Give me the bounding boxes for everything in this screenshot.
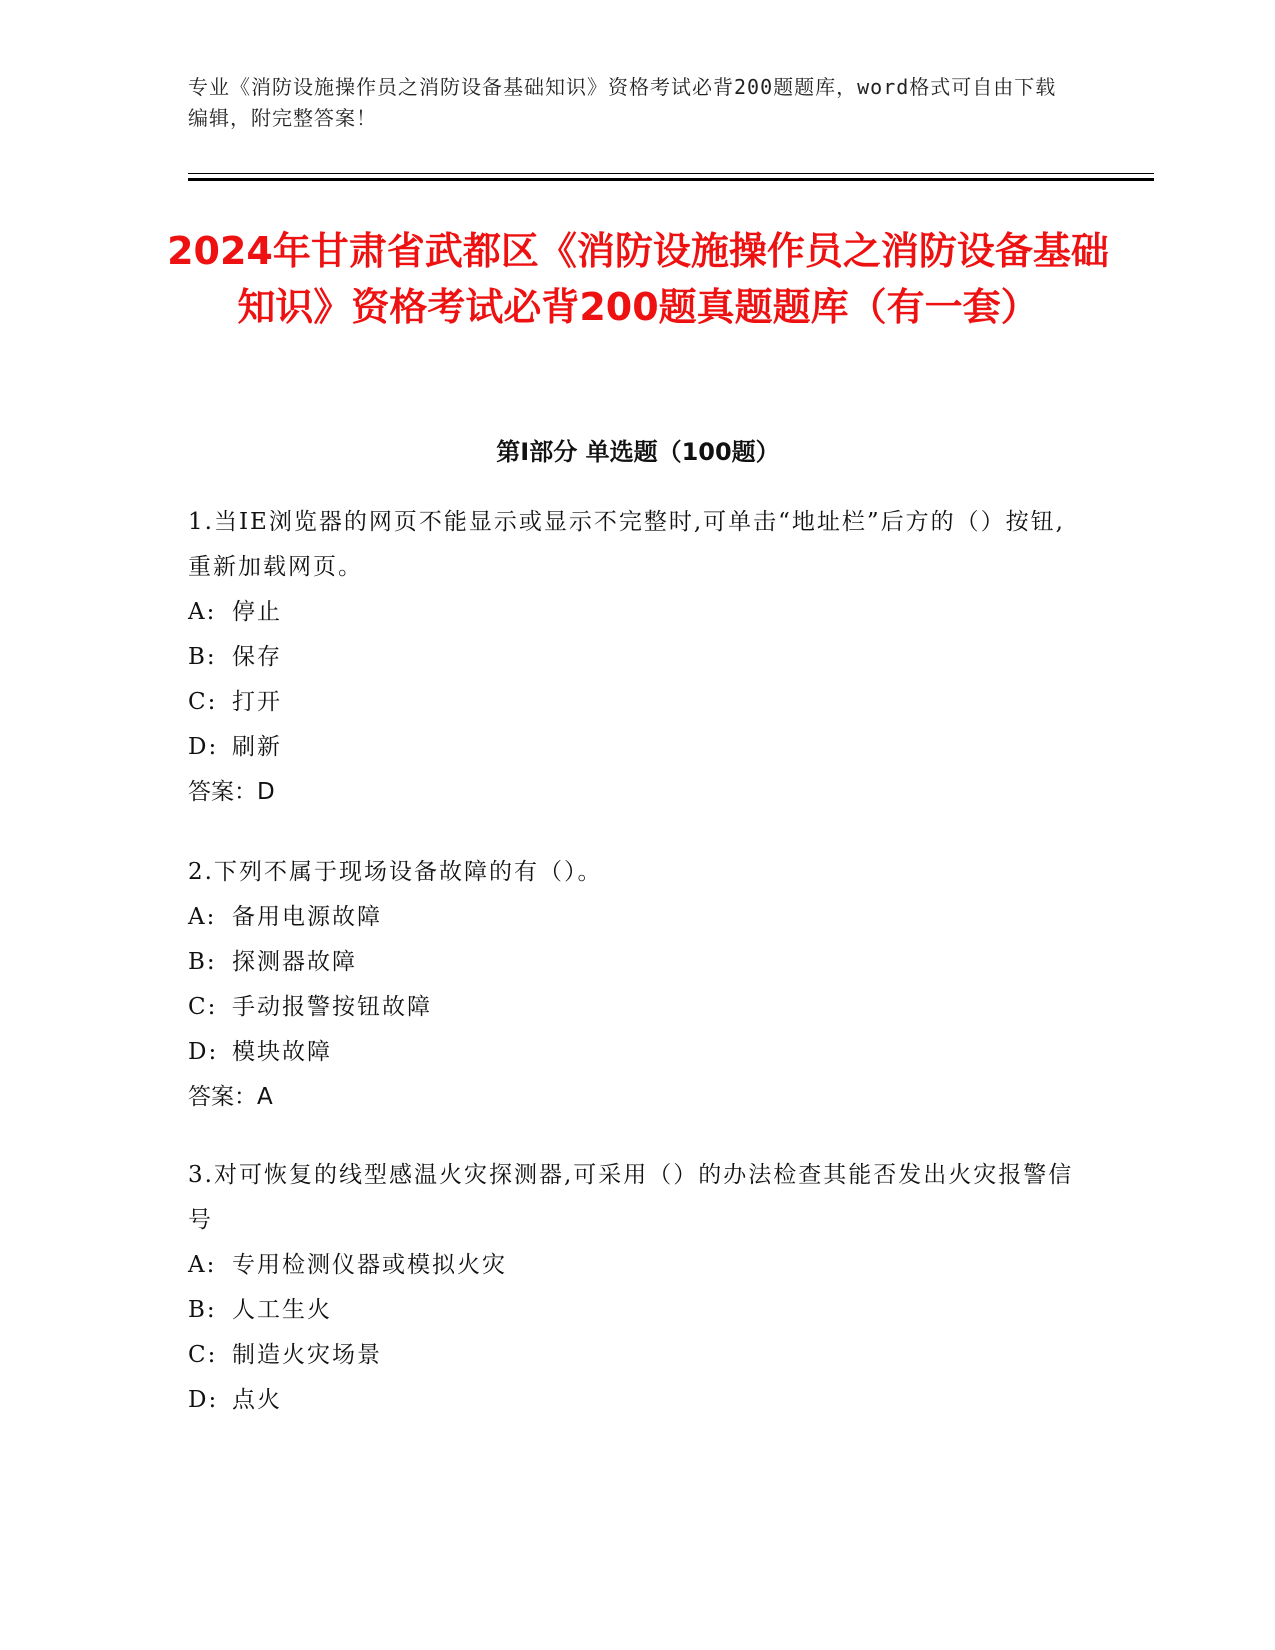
question-1 [188,500,1088,815]
option-d [188,1030,1088,1075]
section-title: 第Ⅰ部分 单选题（100题） [496,438,780,466]
option-text: 刷新 [232,734,282,760]
option-key: B: [188,644,217,670]
option-c [188,985,1088,1030]
header-divider-thin [188,173,1154,174]
header-note: 专业《消防设施操作员之消防设备基础知识》资格考试必背200题题库，word格式可自由下载编辑，附完整答案！ [188,75,1057,130]
option-key: D: [188,1039,219,1065]
option-text: 模块故障 [232,1039,332,1065]
option-a [188,895,1088,940]
option-key: B: [188,949,217,975]
question-stem: 3.对可恢复的线型感温火灾探测器,可采用（）的办法检查其能否发出火灾报警信号 [188,1162,1074,1233]
option-text: 保存 [232,644,282,670]
option-key: C: [188,994,218,1020]
option-c [188,1333,1088,1378]
option-key: C: [188,1342,218,1368]
answer: 答案：A [188,1084,273,1110]
question-2 [188,850,1088,1120]
option-text: 停止 [232,599,282,625]
option-b [188,635,1088,680]
option-key: D: [188,734,219,760]
option-c [188,680,1088,725]
option-text: 人工生火 [232,1297,332,1323]
question-stem: 2.下列不属于现场设备故障的有（）。 [188,859,603,885]
answer: 答案：D [188,779,275,805]
option-text: 备用电源故障 [232,904,382,930]
header-divider-thick [188,178,1154,181]
option-key: A: [188,904,217,930]
option-text: 专用检测仪器或模拟火灾 [232,1252,507,1278]
option-key: A: [188,599,217,625]
option-a [188,1243,1088,1288]
option-text: 手动报警按钮故障 [232,994,432,1020]
question-3 [188,1153,1088,1423]
option-text: 打开 [232,689,282,715]
option-b [188,1288,1088,1333]
option-text: 探测器故障 [232,949,357,975]
option-key: D: [188,1387,219,1413]
question-stem: 1.当IE浏览器的网页不能显示或显示不完整时,可单击“地址栏”后方的（）按钮,重新加载网页。 [188,509,1065,580]
option-key: A: [188,1252,217,1278]
option-key: C: [188,689,218,715]
option-text: 制造火灾场景 [232,1342,382,1368]
option-key: B: [188,1297,217,1323]
option-d [188,1378,1088,1423]
document-title: 2024年甘肃省武都区《消防设施操作员之消防设备基础知识》资格考试必背200题真题题库（有一套） [167,229,1109,329]
option-d [188,725,1088,770]
option-a [188,590,1088,635]
option-text: 点火 [232,1387,282,1413]
option-b [188,940,1088,985]
